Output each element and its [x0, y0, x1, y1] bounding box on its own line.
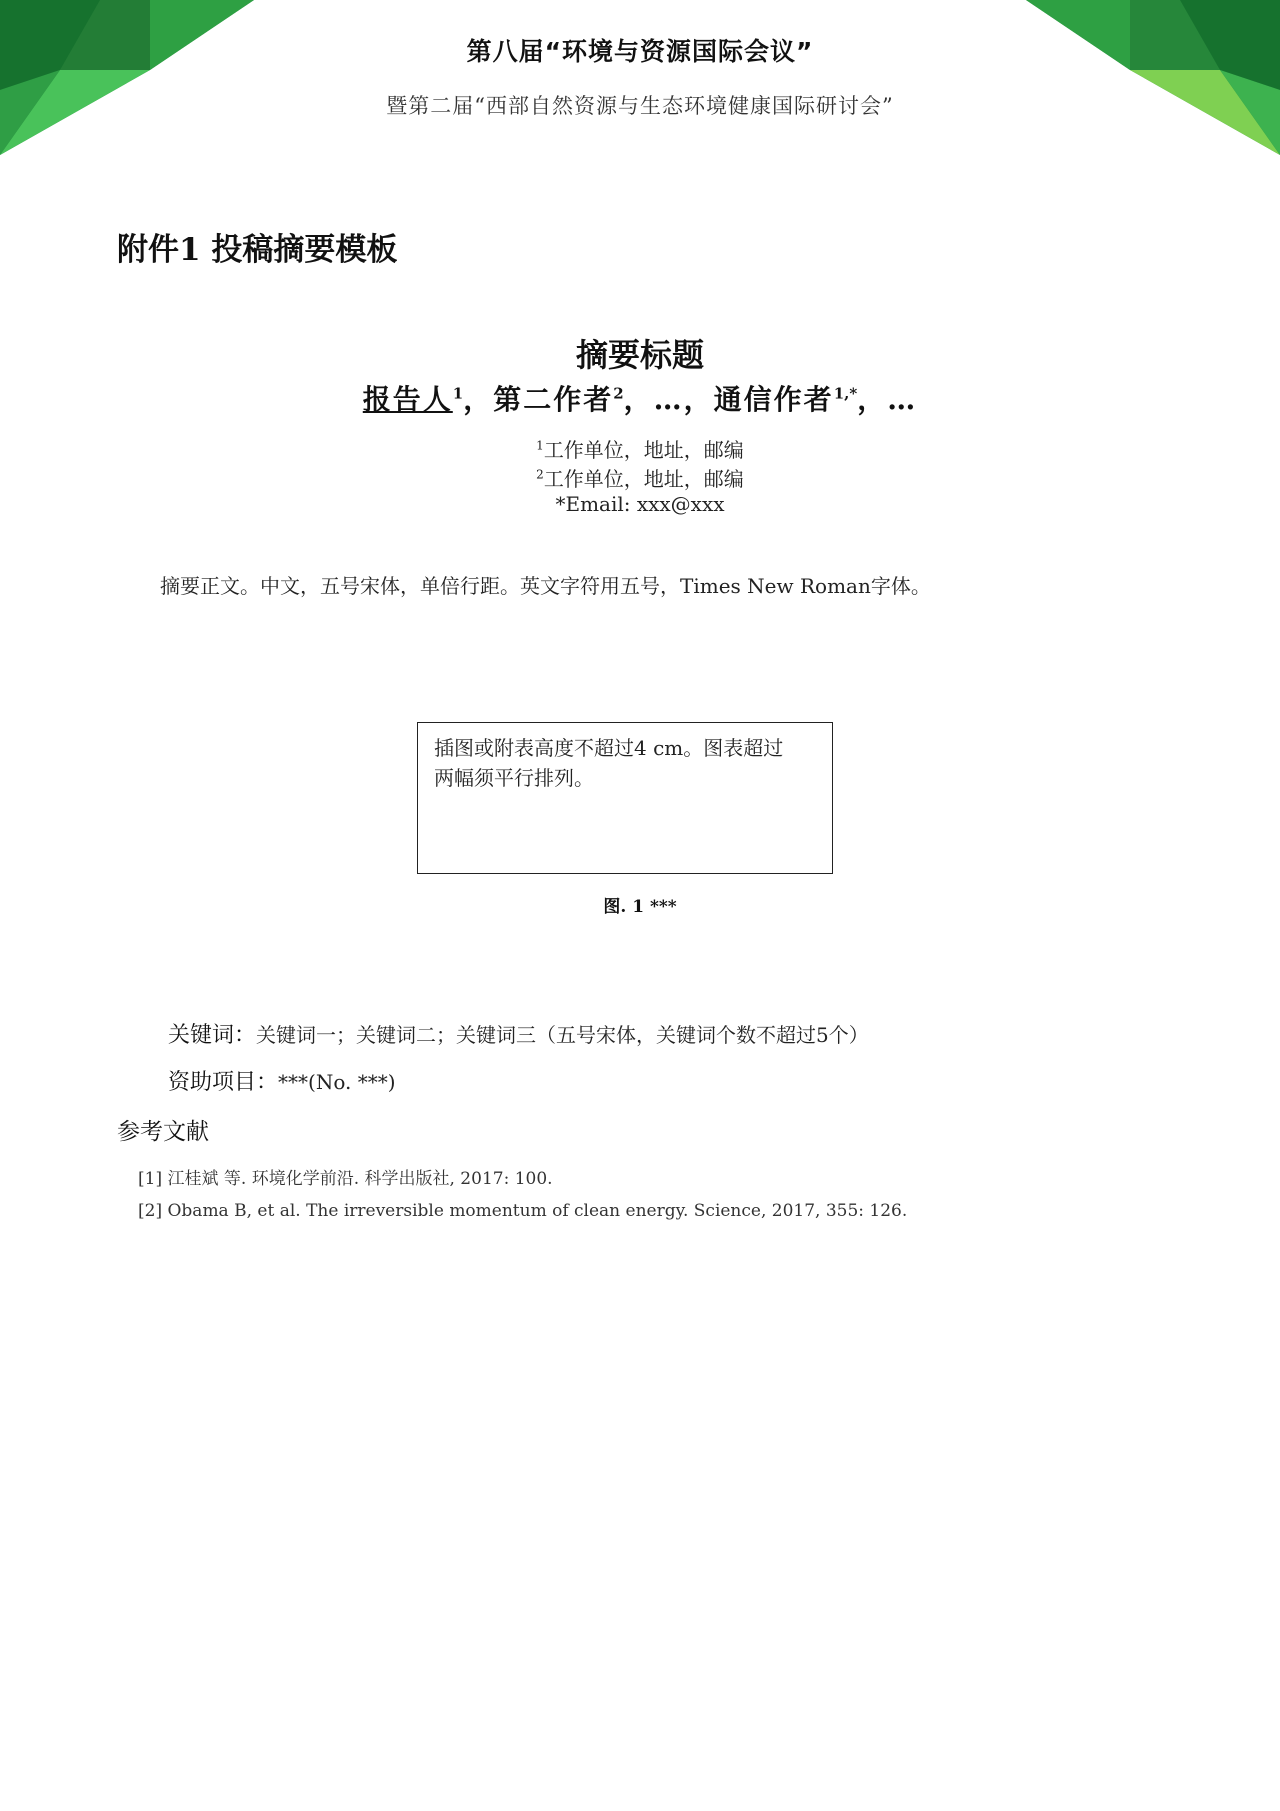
affiliation-2-text: 工作单位，地址，邮编	[543, 467, 744, 491]
attachment-title: 附件1 投稿摘要模板	[117, 232, 398, 268]
figure-box-line-2: 两幅须平行排列。	[434, 766, 594, 790]
corresponding-author-affiliation-mark: 1,*	[833, 384, 858, 403]
keywords-text: 关键词一；关键词二；关键词三（五号宋体，关键词个数不超过5个）	[256, 1023, 869, 1047]
funding-text: ***(No. ***)	[278, 1070, 396, 1094]
keywords-row	[168, 1018, 869, 1049]
author-line-tail: ，…	[857, 383, 918, 416]
affiliation-2-mark: 2	[536, 467, 544, 482]
reference-item-2: [2] Obama B, et al. The irreversible momentum of clean energy. Science, 2017, 355: 126.	[138, 1201, 908, 1221]
abstract-title: 摘要标题	[575, 336, 704, 374]
corresponding-author: ，…，通信作者	[623, 383, 834, 416]
keywords-label: 关键词：	[168, 1023, 257, 1048]
abstract-body: 摘要正文。中文，五号宋体，单倍行距。英文字符用五号，Times New Roman字体。	[160, 574, 931, 598]
funding-label: 资助项目：	[168, 1070, 279, 1095]
presenter-affiliation-mark: 1	[452, 384, 464, 403]
second-author-affiliation-mark: 2	[613, 384, 624, 403]
figure-box-line-1: 插图或附表高度不超过4 cm。图表超过	[434, 736, 784, 760]
second-author: ，第二作者	[463, 383, 614, 416]
affiliation-1	[0, 434, 1280, 463]
figure-placeholder-box	[417, 722, 833, 874]
figure-caption: 图. 1 ***	[603, 897, 677, 917]
green-corner-decoration-right	[1020, 0, 1280, 155]
contact-email: *Email: xxx@xxx	[555, 492, 725, 516]
affiliation-1-text: 工作单位，地址，邮编	[543, 438, 744, 462]
presenter-name: 报告人	[362, 383, 453, 416]
conference-subtitle: 暨第二届“西部自然资源与生态环境健康国际研讨会”	[386, 94, 894, 118]
affiliation-2	[0, 463, 1280, 492]
affiliation-1-mark: 1	[536, 438, 544, 453]
green-corner-decoration-left	[0, 0, 260, 155]
conference-title: 第八届“环境与资源国际会议”	[466, 37, 814, 66]
funding-row	[168, 1065, 396, 1096]
references-title: 参考文献	[117, 1119, 209, 1145]
reference-item-1: [1] 江桂斌 等. 环境化学前沿. 科学出版社, 2017: 100.	[138, 1169, 553, 1189]
author-line	[0, 378, 1280, 418]
